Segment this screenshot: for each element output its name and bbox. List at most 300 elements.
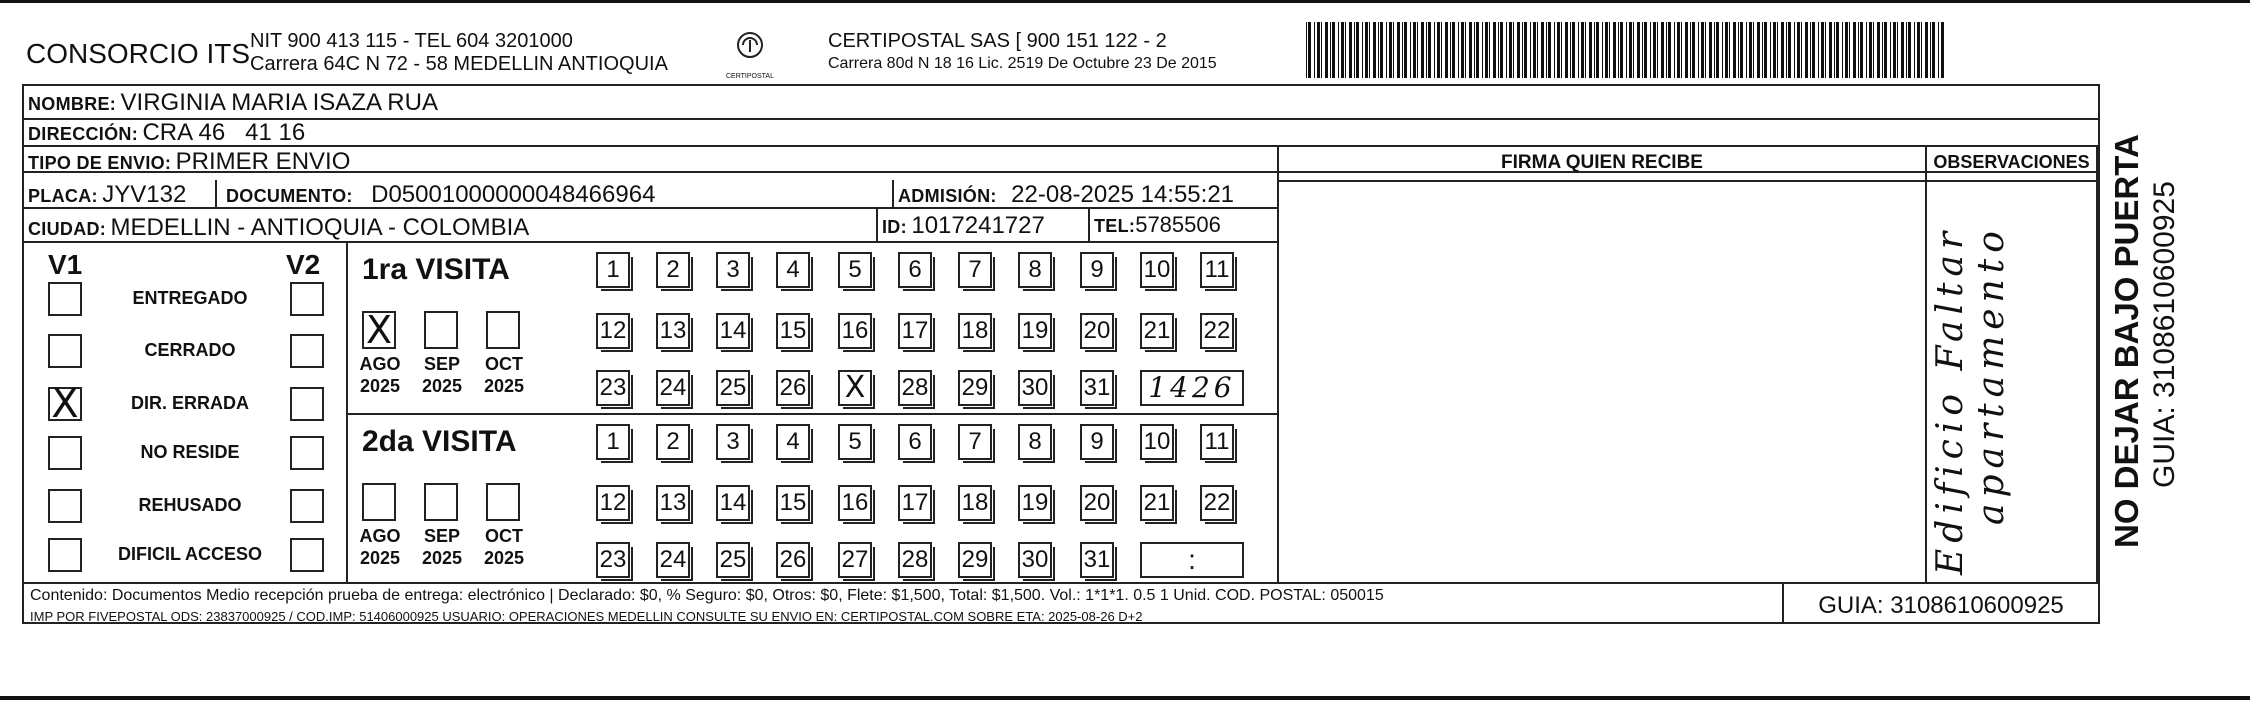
barcode-bar bbox=[1917, 22, 1920, 78]
observation-line-1: Edificio Faltar bbox=[1930, 225, 1971, 575]
barcode-bar bbox=[1498, 22, 1499, 78]
day-box: 30 bbox=[1018, 542, 1052, 578]
barcode-bar bbox=[1661, 22, 1664, 78]
day-box: 25 bbox=[716, 542, 750, 578]
barcode-bar bbox=[1445, 22, 1448, 78]
barcode-bar bbox=[1345, 22, 1346, 78]
firma-left-line bbox=[1277, 145, 1279, 582]
direccion-label: DIRECCIÓN: bbox=[28, 124, 138, 144]
barcode-bar bbox=[1426, 22, 1427, 78]
day-box: 10 bbox=[1140, 252, 1174, 288]
v2-checkbox bbox=[290, 282, 324, 316]
barcode-bar bbox=[1914, 22, 1915, 78]
barcode-bar bbox=[1845, 22, 1848, 78]
certipostal-logo bbox=[726, 30, 774, 80]
tel-label: TEL: bbox=[1094, 216, 1136, 236]
direccion-value: CRA 46 41 16 bbox=[142, 119, 306, 146]
day-box: 13 bbox=[656, 313, 690, 349]
day-box: 5 bbox=[838, 424, 872, 460]
barcode-bar bbox=[1404, 22, 1407, 78]
barcode-bar bbox=[1317, 22, 1320, 78]
day-box: 8 bbox=[1018, 424, 1052, 460]
barcode-bar bbox=[1476, 22, 1479, 78]
barcode-bar bbox=[1714, 22, 1715, 78]
barcode-bar bbox=[1450, 22, 1451, 78]
barcode-bar bbox=[1626, 22, 1627, 78]
barcode-bar bbox=[1524, 22, 1527, 78]
day-box: 2 bbox=[656, 252, 690, 288]
barcode-bar bbox=[1653, 22, 1656, 78]
barcode-bar bbox=[1618, 22, 1619, 78]
visit-title: 2da VISITA bbox=[362, 425, 517, 458]
barcode-bar bbox=[1788, 22, 1791, 78]
barcode-bar bbox=[1589, 22, 1592, 78]
v1-checkbox bbox=[48, 538, 82, 572]
day-box: 1 bbox=[596, 252, 630, 288]
day-box: 6 bbox=[898, 252, 932, 288]
barcode-bar bbox=[1812, 22, 1815, 78]
barcode-bar bbox=[1465, 22, 1466, 78]
day-box: 5 bbox=[838, 252, 872, 288]
day-box: 28 bbox=[898, 370, 932, 406]
barcode-bar bbox=[1657, 22, 1658, 78]
barcode-bar bbox=[1921, 22, 1922, 78]
barcode-bar bbox=[1369, 22, 1370, 78]
month-label: AGO bbox=[359, 526, 401, 546]
barcode-bar bbox=[1805, 22, 1808, 78]
v2-checkbox bbox=[290, 387, 324, 421]
barcode-bar bbox=[1633, 22, 1634, 78]
barcode-bar bbox=[1901, 22, 1904, 78]
day-box: 18 bbox=[958, 313, 992, 349]
barcode-bar bbox=[1849, 22, 1850, 78]
barcode-bar bbox=[1869, 22, 1872, 78]
day-box: 19 bbox=[1018, 485, 1052, 521]
day-box: 1 bbox=[596, 424, 630, 460]
year-label: 2025 bbox=[483, 548, 525, 568]
placa-value: JYV132 bbox=[102, 181, 187, 208]
v2-checkbox bbox=[290, 538, 324, 572]
barcode-bar bbox=[1548, 22, 1551, 78]
day-box: 12 bbox=[596, 313, 630, 349]
barcode-bar bbox=[1794, 22, 1795, 78]
barcode-bar bbox=[1884, 22, 1887, 78]
footer-line-1: Contenido: Documentos Medio recepción prueba de entrega: electrónico | Declarado: $0, % Seguro: $0, Otros: $0, Flete: $1,500, Total: $1,500. Vol.: 1*1*1. 0.5 1 Unid. COD. POSTAL: 050015 bbox=[30, 587, 1384, 604]
barcode-bar bbox=[1698, 22, 1699, 78]
tipo-row bbox=[28, 148, 350, 176]
barcode-bar bbox=[1681, 22, 1682, 78]
guia-box: GUIA: 3108610600925 bbox=[1818, 592, 2064, 619]
v2-label: V2 bbox=[286, 249, 321, 280]
barcode-bar bbox=[1764, 22, 1767, 78]
barcode-bar bbox=[1770, 22, 1771, 78]
barcode-bar bbox=[1482, 22, 1483, 78]
day-box: 24 bbox=[656, 370, 690, 406]
barcode-bar bbox=[1585, 22, 1586, 78]
barcode-bar bbox=[1740, 22, 1743, 78]
tel-value: 5785506 bbox=[1135, 212, 1221, 237]
visit-title: 1ra VISITA bbox=[362, 253, 510, 286]
placa-row bbox=[28, 181, 186, 209]
barcode-bar bbox=[1908, 22, 1911, 78]
status-label: ENTREGADO bbox=[132, 288, 248, 308]
v1-label: V1 bbox=[48, 249, 83, 280]
barcode-bar bbox=[1341, 22, 1344, 78]
barcode-bar bbox=[1746, 22, 1747, 78]
footer-line-2: IMP POR FIVEPOSTAL ODS: 23837000925 / COD.IMP: 51406000925 USUARIO: OPERACIONES MEDELLIN CONSULTE SU ENVIO EN: CERTIPOSTAL.COM SOBRE ETA: 2025-08-26 D+2 bbox=[30, 609, 1143, 624]
barcode-bar bbox=[1417, 22, 1418, 78]
row-line-1 bbox=[22, 118, 2100, 120]
direccion-row bbox=[28, 119, 305, 147]
barcode-bar bbox=[1461, 22, 1464, 78]
barcode bbox=[1306, 22, 1946, 78]
day-box: 31 bbox=[1080, 370, 1114, 406]
barcode-bar bbox=[1666, 22, 1667, 78]
day-box: 6 bbox=[898, 424, 932, 460]
barcode-bar bbox=[1380, 22, 1383, 78]
barcode-bar bbox=[1389, 22, 1392, 78]
status-label: REHUSADO bbox=[138, 495, 242, 515]
barcode-bar bbox=[1474, 22, 1475, 78]
day-box: 15 bbox=[776, 313, 810, 349]
barcode-bar bbox=[1458, 22, 1459, 78]
barcode-bar bbox=[1602, 22, 1603, 78]
nombre-row bbox=[28, 89, 438, 117]
v1-checkbox: X bbox=[48, 387, 82, 421]
partner-line: CERTIPOSTAL SAS [ 900 151 122 - 2 bbox=[828, 30, 1167, 52]
day-box: 28 bbox=[898, 542, 932, 578]
month-checkbox: X bbox=[362, 311, 396, 349]
day-box: 3 bbox=[716, 252, 750, 288]
firma-header: FIRMA QUIEN RECIBE bbox=[1501, 152, 1703, 173]
day-box: 26 bbox=[776, 370, 810, 406]
day-box: 23 bbox=[596, 542, 630, 578]
barcode-bar bbox=[1485, 22, 1488, 78]
barcode-bar bbox=[1821, 22, 1824, 78]
barcode-bar bbox=[1522, 22, 1523, 78]
day-box: 20 bbox=[1080, 313, 1114, 349]
day-box: 12 bbox=[596, 485, 630, 521]
day-box: 19 bbox=[1018, 313, 1052, 349]
barcode-bar bbox=[1637, 22, 1640, 78]
barcode-bar bbox=[1410, 22, 1411, 78]
month-checkbox bbox=[362, 483, 396, 521]
day-box: 13 bbox=[656, 485, 690, 521]
id-row bbox=[882, 212, 1045, 240]
barcode-bar bbox=[1930, 22, 1931, 78]
barcode-bar bbox=[1613, 22, 1616, 78]
barcode-bar bbox=[1677, 22, 1680, 78]
day-box: 23 bbox=[596, 370, 630, 406]
barcode-bar bbox=[1517, 22, 1520, 78]
documento-label: DOCUMENTO: bbox=[226, 186, 353, 206]
day-box: 20 bbox=[1080, 485, 1114, 521]
barcode-bar bbox=[1605, 22, 1608, 78]
day-box: 25 bbox=[716, 370, 750, 406]
barcode-bar bbox=[1362, 22, 1363, 78]
barcode-bar bbox=[1397, 22, 1400, 78]
placa-divider bbox=[215, 180, 217, 207]
v2-checkbox bbox=[290, 489, 324, 523]
day-box: 31 bbox=[1080, 542, 1114, 578]
month-label: OCT bbox=[485, 526, 523, 546]
barcode-bar bbox=[1797, 22, 1800, 78]
bottom-border bbox=[0, 696, 2250, 700]
barcode-bar bbox=[1705, 22, 1706, 78]
barcode-bar bbox=[1722, 22, 1723, 78]
barcode-bar bbox=[1725, 22, 1728, 78]
nombre-value: VIRGINIA MARIA ISAZA RUA bbox=[120, 89, 438, 116]
tel-divider bbox=[1088, 207, 1090, 241]
side-warning: NO DEJAR BAJO PUERTA bbox=[2108, 134, 2145, 548]
barcode-bar bbox=[1581, 22, 1584, 78]
day-box: 29 bbox=[958, 542, 992, 578]
v1-checkbox bbox=[48, 334, 82, 368]
barcode-bar bbox=[1537, 22, 1538, 78]
barcode-bar bbox=[1716, 22, 1719, 78]
day-box: 16 bbox=[838, 485, 872, 521]
day-box: 22 bbox=[1200, 313, 1234, 349]
barcode-bar bbox=[1365, 22, 1368, 78]
nombre-label: NOMBRE: bbox=[28, 94, 117, 114]
id-divider bbox=[876, 207, 878, 241]
visit-separator bbox=[346, 413, 1277, 415]
barcode-bar bbox=[1860, 22, 1863, 78]
barcode-bar bbox=[1325, 22, 1328, 78]
observation-note bbox=[1930, 155, 2050, 575]
day-box: 11 bbox=[1200, 252, 1234, 288]
ciudad-row bbox=[28, 214, 529, 242]
year-label: 2025 bbox=[359, 376, 401, 396]
barcode-bar bbox=[1500, 22, 1503, 78]
barcode-bar bbox=[1349, 22, 1352, 78]
year-label: 2025 bbox=[421, 548, 463, 568]
barcode-bar bbox=[1890, 22, 1891, 78]
footer-line bbox=[22, 582, 2100, 584]
side-guia: GUIA: 3108610600925 bbox=[2148, 181, 2181, 488]
day-box: 26 bbox=[776, 542, 810, 578]
barcode-bar bbox=[1594, 22, 1595, 78]
day-box: 9 bbox=[1080, 252, 1114, 288]
barcode-bar bbox=[1393, 22, 1394, 78]
nit-line: NIT 900 413 115 - TEL 604 3201000 bbox=[250, 30, 573, 52]
v2-checkbox bbox=[290, 334, 324, 368]
barcode-bar bbox=[1932, 22, 1935, 78]
row-line-2 bbox=[22, 145, 2100, 147]
partner-address: Carrera 80d N 18 16 Lic. 2519 De Octubre 23 De 2015 bbox=[828, 55, 1217, 72]
barcode-bar bbox=[1489, 22, 1490, 78]
barcode-bar bbox=[1810, 22, 1811, 78]
barcode-bar bbox=[1541, 22, 1544, 78]
placa-label: PLACA: bbox=[28, 186, 98, 206]
barcode-bar bbox=[1650, 22, 1651, 78]
barcode-bar bbox=[1332, 22, 1335, 78]
day-box: 18 bbox=[958, 485, 992, 521]
observaciones-header: OBSERVACIONES bbox=[1933, 152, 2090, 172]
barcode-bar bbox=[1386, 22, 1387, 78]
documento-value: D05001000000048466964 bbox=[371, 181, 656, 208]
barcode-bar bbox=[1441, 22, 1442, 78]
barcode-bar bbox=[1674, 22, 1675, 78]
day-box: 22 bbox=[1200, 485, 1234, 521]
barcode-bar bbox=[1378, 22, 1379, 78]
time-box: : bbox=[1140, 542, 1244, 578]
day-box: 3 bbox=[716, 424, 750, 460]
barcode-bar bbox=[1469, 22, 1472, 78]
barcode-bar bbox=[1733, 22, 1736, 78]
barcode-bar bbox=[1834, 22, 1835, 78]
admision-label: ADMISIÓN: bbox=[898, 186, 997, 206]
barcode-bar bbox=[1749, 22, 1752, 78]
barcode-bar bbox=[1818, 22, 1819, 78]
barcode-bar bbox=[1373, 22, 1376, 78]
barcode-bar bbox=[1572, 22, 1575, 78]
day-box: 9 bbox=[1080, 424, 1114, 460]
barcode-bar bbox=[1509, 22, 1512, 78]
month-checkbox bbox=[486, 311, 520, 349]
admision-value: 22-08-2025 14:55:21 bbox=[1011, 181, 1235, 208]
barcode-bar bbox=[1402, 22, 1403, 78]
day-box: 16 bbox=[838, 313, 872, 349]
status-label: CERRADO bbox=[144, 340, 236, 360]
year-label: 2025 bbox=[359, 548, 401, 568]
barcode-bar bbox=[1578, 22, 1579, 78]
barcode-bar bbox=[1938, 22, 1939, 78]
day-box: 4 bbox=[776, 252, 810, 288]
month-checkbox bbox=[424, 483, 458, 521]
barcode-bar bbox=[1893, 22, 1896, 78]
barcode-bar bbox=[1853, 22, 1856, 78]
obs-left-line bbox=[1925, 145, 1927, 582]
barcode-bar bbox=[1530, 22, 1531, 78]
day-box: 29 bbox=[958, 370, 992, 406]
v1-checkbox bbox=[48, 489, 82, 523]
v1-checkbox bbox=[48, 282, 82, 316]
barcode-bar bbox=[1925, 22, 1928, 78]
day-box: 17 bbox=[898, 313, 932, 349]
day-box: 4 bbox=[776, 424, 810, 460]
barcode-bar bbox=[1493, 22, 1496, 78]
barcode-bar bbox=[1829, 22, 1832, 78]
barcode-bar bbox=[1437, 22, 1440, 78]
barcode-bar bbox=[1836, 22, 1839, 78]
day-box: 14 bbox=[716, 485, 750, 521]
observation-line-2: apartamento bbox=[1971, 225, 2012, 525]
day-box: 7 bbox=[958, 424, 992, 460]
logo-text: CERTIPOSTAL bbox=[726, 73, 774, 80]
v1-checkbox bbox=[48, 436, 82, 470]
day-box-checked: X bbox=[838, 370, 872, 406]
company-name: CONSORCIO ITS bbox=[26, 38, 251, 69]
barcode-bar bbox=[1685, 22, 1688, 78]
company-address: Carrera 64C N 72 - 58 MEDELLIN ANTIOQUIA bbox=[250, 53, 668, 75]
day-box: 27 bbox=[838, 542, 872, 578]
barcode-bar bbox=[1858, 22, 1859, 78]
barcode-bar bbox=[1866, 22, 1867, 78]
barcode-bar bbox=[1781, 22, 1784, 78]
barcode-bar bbox=[1554, 22, 1555, 78]
barcode-bar bbox=[1873, 22, 1874, 78]
documento-row bbox=[226, 181, 655, 209]
barcode-bar bbox=[1354, 22, 1355, 78]
day-box: 10 bbox=[1140, 424, 1174, 460]
barcode-bar bbox=[1356, 22, 1359, 78]
id-label: ID: bbox=[882, 217, 907, 237]
barcode-bar bbox=[1757, 22, 1760, 78]
barcode-bar bbox=[1825, 22, 1826, 78]
day-box: 21 bbox=[1140, 485, 1174, 521]
top-border bbox=[0, 0, 2250, 3]
barcode-bar bbox=[1642, 22, 1643, 78]
status-label: NO RESIDE bbox=[140, 442, 240, 462]
barcode-bar bbox=[1842, 22, 1843, 78]
barcode-bar bbox=[1513, 22, 1514, 78]
barcode-bar bbox=[1421, 22, 1424, 78]
day-box: 24 bbox=[656, 542, 690, 578]
barcode-bar bbox=[1668, 22, 1671, 78]
tipo-label: TIPO DE ENVIO: bbox=[28, 153, 172, 173]
barcode-bar bbox=[1786, 22, 1787, 78]
barcode-bar bbox=[1777, 22, 1778, 78]
status-label: DIR. ERRADA bbox=[130, 393, 249, 413]
tel-row bbox=[1094, 212, 1221, 238]
barcode-bar bbox=[1609, 22, 1610, 78]
barcode-bar bbox=[1565, 22, 1568, 78]
barcode-bar bbox=[1338, 22, 1339, 78]
barcode-bar bbox=[1314, 22, 1315, 78]
id-value: 1017241727 bbox=[911, 212, 1045, 239]
day-box: 7 bbox=[958, 252, 992, 288]
status-label: DIFICIL ACCESO bbox=[117, 544, 262, 564]
barcode-bar bbox=[1877, 22, 1880, 78]
barcode-bar bbox=[1330, 22, 1331, 78]
time-box: 1426 bbox=[1140, 370, 1244, 406]
barcode-bar bbox=[1882, 22, 1883, 78]
admision-row bbox=[898, 181, 1234, 209]
barcode-bar bbox=[1738, 22, 1739, 78]
month-label: AGO bbox=[359, 354, 401, 374]
barcode-bar bbox=[1692, 22, 1695, 78]
barcode-bar bbox=[1452, 22, 1455, 78]
barcode-bar bbox=[1644, 22, 1647, 78]
barcode-bar bbox=[1773, 22, 1776, 78]
barcode-bar bbox=[1629, 22, 1632, 78]
ciudad-label: CIUDAD: bbox=[28, 219, 107, 239]
day-box: 11 bbox=[1200, 424, 1234, 460]
barcode-bar bbox=[1729, 22, 1730, 78]
day-box: 14 bbox=[716, 313, 750, 349]
obs-right-line bbox=[2096, 145, 2098, 582]
barcode-bar bbox=[1434, 22, 1435, 78]
year-label: 2025 bbox=[421, 376, 463, 396]
day-box: 8 bbox=[1018, 252, 1052, 288]
barcode-bar bbox=[1906, 22, 1907, 78]
barcode-bar bbox=[1561, 22, 1562, 78]
barcode-bar bbox=[1690, 22, 1691, 78]
barcode-bar bbox=[1701, 22, 1704, 78]
barcode-bar bbox=[1570, 22, 1571, 78]
barcode-bar bbox=[1321, 22, 1322, 78]
v2-checkbox bbox=[290, 436, 324, 470]
month-checkbox bbox=[424, 311, 458, 349]
tipo-value: PRIMER ENVIO bbox=[175, 148, 351, 175]
month-label: SEP bbox=[423, 354, 461, 374]
barcode-bar bbox=[1709, 22, 1712, 78]
barcode-bar bbox=[1801, 22, 1802, 78]
admision-divider bbox=[892, 180, 894, 207]
day-box: 15 bbox=[776, 485, 810, 521]
day-box: 30 bbox=[1018, 370, 1052, 406]
